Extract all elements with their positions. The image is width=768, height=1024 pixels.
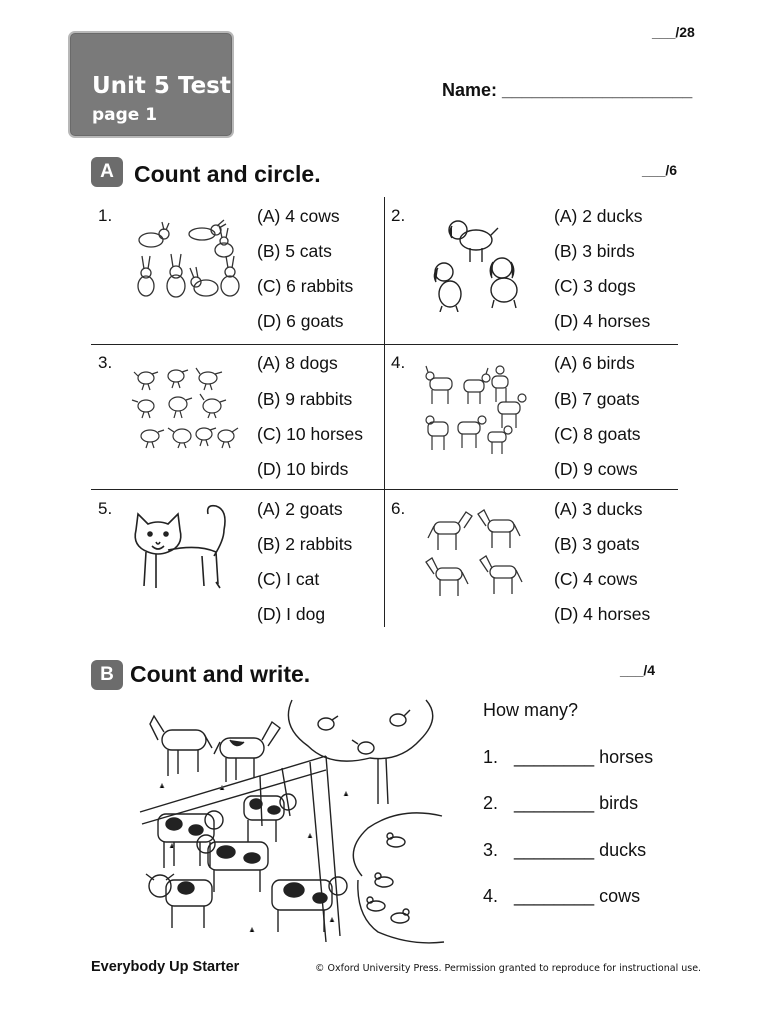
horses-icon bbox=[424, 506, 530, 602]
answer-option[interactable]: (C) 6 rabbits bbox=[257, 276, 354, 296]
answer-option[interactable]: (C) 10 horses bbox=[257, 424, 364, 444]
answer-option[interactable]: (A) 3 ducks bbox=[554, 499, 643, 519]
unit-title-box bbox=[68, 31, 234, 138]
question-number: 2. bbox=[391, 206, 406, 225]
answer-option[interactable]: (C) 8 goats bbox=[554, 424, 641, 444]
answer-option[interactable]: (B) 7 goats bbox=[554, 389, 640, 409]
section-a-title: Count and circle. bbox=[134, 161, 321, 187]
write-item-number: 4. bbox=[483, 886, 499, 906]
answer-option[interactable]: (D) I dog bbox=[257, 604, 326, 624]
question-number: 3. bbox=[98, 353, 113, 372]
dogs-icon bbox=[424, 214, 530, 312]
answer-option[interactable]: (A) 2 ducks bbox=[554, 206, 643, 226]
section-a-badge: A bbox=[91, 157, 123, 187]
write-answer-field[interactable]: ________ birds bbox=[514, 793, 639, 813]
answer-option[interactable]: (A) 4 cows bbox=[257, 206, 340, 226]
write-answer-field[interactable]: ________ ducks bbox=[514, 840, 647, 860]
write-item-number: 3. bbox=[483, 840, 499, 860]
answer-option[interactable]: (D) 10 birds bbox=[257, 459, 349, 479]
goats-icon bbox=[424, 364, 532, 460]
answer-option[interactable]: (C) 3 dogs bbox=[554, 276, 636, 296]
section-b-title: Count and write. bbox=[130, 661, 311, 687]
write-item-number: 2. bbox=[483, 793, 499, 813]
answer-option[interactable]: (D) 4 horses bbox=[554, 604, 651, 624]
unit-page: page 1 bbox=[92, 105, 158, 125]
birds-icon bbox=[130, 362, 240, 458]
write-answer-field[interactable]: ________ horses bbox=[514, 747, 654, 767]
write-item-number: 1. bbox=[483, 747, 499, 767]
grid-divider bbox=[91, 489, 678, 490]
section-a-score: ___/6 bbox=[642, 162, 678, 178]
question-number: 4. bbox=[391, 353, 406, 372]
section-b-score: ___/4 bbox=[620, 662, 656, 678]
footer-copyright: © Oxford University Press. Permission granted to reproduce for instructional use. bbox=[315, 963, 702, 974]
question-number: 1. bbox=[98, 206, 113, 225]
answer-option[interactable]: (D) 4 horses bbox=[554, 311, 651, 331]
name-field[interactable]: Name: ___________________ bbox=[442, 80, 693, 100]
answer-option[interactable]: (D) 6 goats bbox=[257, 311, 344, 331]
total-score: ___/28 bbox=[652, 24, 695, 40]
section-b-badge: B bbox=[91, 660, 123, 690]
answer-option[interactable]: (B) 9 rabbits bbox=[257, 389, 353, 409]
answer-option[interactable]: (D) 9 cows bbox=[554, 459, 638, 479]
answer-option[interactable]: (A) 2 goats bbox=[257, 499, 343, 519]
rabbits-icon bbox=[128, 212, 244, 310]
answer-option[interactable]: (B) 2 rabbits bbox=[257, 534, 353, 554]
cat-icon bbox=[128, 500, 240, 600]
answer-option[interactable]: (B) 3 birds bbox=[554, 241, 635, 261]
answer-option[interactable]: (B) 5 cats bbox=[257, 241, 332, 261]
farm-scene-icon bbox=[130, 696, 446, 952]
footer-book-title: Everybody Up Starter bbox=[91, 959, 240, 975]
question-number: 5. bbox=[98, 499, 113, 518]
unit-title: Unit 5 Test bbox=[92, 73, 231, 99]
answer-option[interactable]: (C) I cat bbox=[257, 569, 320, 589]
answer-option[interactable]: (B) 3 goats bbox=[554, 534, 640, 554]
grid-divider bbox=[91, 344, 678, 345]
grid-divider bbox=[384, 197, 385, 627]
how-many-prompt: How many? bbox=[483, 700, 579, 720]
answer-option[interactable]: (A) 6 birds bbox=[554, 353, 635, 373]
question-number: 6. bbox=[391, 499, 406, 518]
answer-option[interactable]: (A) 8 dogs bbox=[257, 353, 338, 373]
write-answer-field[interactable]: ________ cows bbox=[514, 886, 641, 906]
answer-option[interactable]: (C) 4 cows bbox=[554, 569, 638, 589]
